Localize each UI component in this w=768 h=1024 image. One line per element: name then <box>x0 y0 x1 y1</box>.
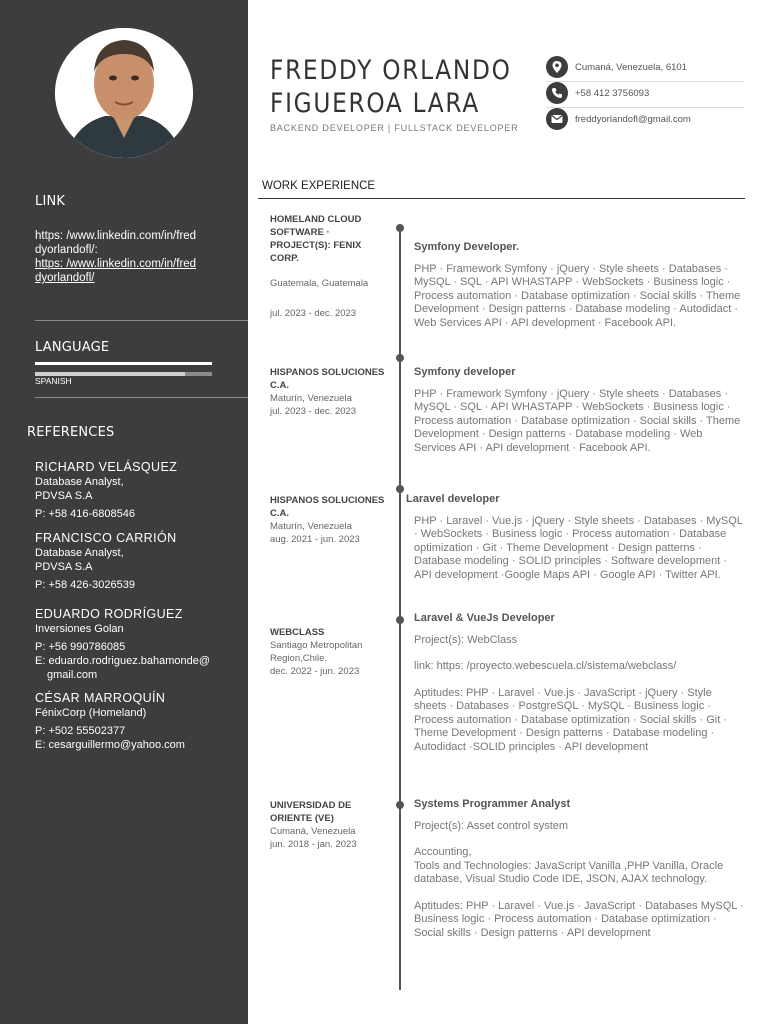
timeline-dot <box>396 616 404 624</box>
timeline-dot <box>396 485 404 493</box>
job-dates: dec. 2022 - jun. 2023 <box>270 666 360 677</box>
job-meta <box>270 213 388 320</box>
job-role: Laravel developer <box>406 493 500 505</box>
linkedin-link[interactable]: dyorlandofl/ <box>35 272 95 284</box>
language-bar-top <box>35 362 212 365</box>
job-role: Symfony developer <box>414 366 516 378</box>
job-details <box>414 241 744 330</box>
job-dates: jun. 2018 - jan. 2023 <box>270 839 357 850</box>
company-name: HISPANOS SOLUCIONES C.A. <box>270 495 385 519</box>
job-description: PHP · Laravel · Vue.js · jQuery · Style sheets · Databases · MySQL · WebSockets · Business logic · Process automation · Database optimization · Git · Theme Development · Design patterns · Database modeling · SOLID principles · Software development · API development ·Google Maps API · Google API · Twitter API. <box>414 514 743 581</box>
name-line: FREDDY ORLANDO <box>270 55 512 86</box>
reference-line: Database Analyst, <box>35 476 124 488</box>
reference-item <box>35 531 240 592</box>
job-link[interactable]: link: https: /proyecto.webescuela.cl/sistema/webclass/ <box>414 660 677 672</box>
job-meta <box>270 494 388 546</box>
job-location: Santiago Metropolitan Region,Chile. <box>270 640 363 664</box>
heading-rule <box>258 198 745 199</box>
reference-item <box>35 460 240 521</box>
company-name: HOMELAND CLOUD SOFTWARE · PROJECT(S): FENIX CORP. <box>270 214 362 264</box>
job-description: Aptitudes: PHP · Laravel · Vue.js · JavaScript · jQuery · Style sheets · Databases · PostgreSQL · MySQL · Business logic · Process automation · Database optimization · Social skills · Git · Theme Development · Design patterns · Database modeling · Autodidact ·SOLID principles · API development <box>414 686 728 753</box>
sidebar <box>0 0 248 1024</box>
job-description: PHP · Framework Symfony · jQuery · Style sheets · Databases · MySQL · SQL · API WHASTAPP · WebSockets · Business logic · Process automation · Database optimization · Social skills · Theme Development · Design patterns · Database modeling · Autodidact · Web Services API · API development · Facebook API. <box>414 262 741 329</box>
job-project: Project(s): WebClass <box>414 633 518 646</box>
company-name: UNIVERSIDAD DE ORIENTE (VE) <box>270 800 352 824</box>
divider <box>35 320 248 321</box>
link-text-line: dyorlandofl/: <box>35 244 98 256</box>
reference-line: Inversiones Golan <box>35 623 124 635</box>
job-location: Maturín, Venezuela <box>270 393 352 404</box>
reference-email-cont: gmail.com <box>47 669 98 681</box>
job-meta <box>270 626 388 678</box>
references-heading: REFERENCES <box>27 425 115 440</box>
job-meta <box>270 799 388 851</box>
location-icon <box>546 56 568 78</box>
reference-name: EDUARDO RODRÍGUEZ <box>35 607 183 621</box>
job-details <box>414 798 744 940</box>
linkedin-link[interactable]: https: /www.linkedin.com/in/fred <box>35 258 197 270</box>
phone-icon <box>546 82 568 104</box>
job-details <box>406 493 744 582</box>
job-project: Project(s): Asset control system <box>414 819 569 832</box>
reference-item <box>35 607 240 682</box>
job-meta <box>270 366 388 418</box>
company-name: HISPANOS SOLUCIONES C.A. <box>270 367 385 391</box>
reference-email: E: cesarguillermo@yahoo.com <box>35 739 185 751</box>
job-details <box>414 366 744 455</box>
job-location: Guatemala, Guatemala <box>270 278 369 289</box>
job-tools: Tools and Technologies: JavaScript Vanilla ,PHP Vanilla, Oracle database, Visual Studio Code IDE, JSON, AJAX technology. <box>414 859 724 885</box>
full-name <box>270 54 512 120</box>
reference-line: FénixCorp (Homeland) <box>35 707 147 719</box>
timeline-dot <box>396 354 404 362</box>
reference-name: CÉSAR MARROQUÍN <box>35 691 166 705</box>
reference-phone: P: +58 416-6808546 <box>35 508 136 520</box>
reference-name: RICHARD VELÁSQUEZ <box>35 460 178 474</box>
job-role: Systems Programmer Analyst <box>414 798 571 810</box>
profile-photo <box>55 28 193 158</box>
timeline-dot <box>396 801 404 809</box>
reference-line: Database Analyst, <box>35 547 124 559</box>
timeline-line <box>399 228 401 990</box>
job-description: PHP · Framework Symfony · jQuery · Style sheets · Databases · MySQL · SQL · API WHASTAPP · WebSockets · Business logic · Process automation · Database optimization · Social skills · Theme Development · Design patterns · Database modeling · Web Services API · API development · Facebook API. <box>414 387 741 454</box>
job-role: Laravel & VueJs Developer <box>414 612 555 624</box>
link-heading: LINK <box>35 194 66 209</box>
reference-name: FRANCISCO CARRIÓN <box>35 531 177 545</box>
job-location: Maturín, Venezuela <box>270 521 352 532</box>
job-dates: jul. 2023 - dec. 2023 <box>270 308 357 319</box>
job-role: Symfony Developer. <box>414 241 520 253</box>
reference-item <box>35 691 240 752</box>
contact-location <box>546 55 744 82</box>
contact-email[interactable] <box>546 107 744 133</box>
email-icon <box>546 108 568 130</box>
contact-text: +58 412 3756093 <box>575 88 650 99</box>
work-experience-heading: WORK EXPERIENCE <box>262 180 376 192</box>
language-name: SPANISH <box>35 376 72 386</box>
reference-phone: P: +502 55502377 <box>35 725 126 737</box>
contact-text: Cumaná, Venezuela, 6101 <box>575 62 687 73</box>
job-description: Aptitudes: PHP · Laravel · Vue.js · JavaScript · Databases MySQL · Business logic · Process automation · Database optimization · Social skills · Design patterns · API development <box>414 899 744 939</box>
reference-phone: P: +56 990786085 <box>35 641 126 653</box>
job-subtitle: BACKEND DEVELOPER | FULLSTACK DEVELOPER <box>270 123 519 133</box>
timeline-dot <box>396 224 404 232</box>
name-line: FIGUEROA LARA <box>270 88 480 119</box>
contact-text: freddyorlandofl@gmail.com <box>575 114 691 125</box>
link-text-line: https: /www.linkedin.com/in/fred <box>35 230 197 242</box>
contact-phone <box>546 81 744 108</box>
language-heading: LANGUAGE <box>35 340 110 355</box>
divider <box>35 397 248 398</box>
job-dates: aug. 2021 - jun. 2023 <box>270 534 360 545</box>
link-text <box>35 229 225 285</box>
job-location: Cumaná, Venezuela <box>270 826 356 837</box>
company-name: WEBCLASS <box>270 627 325 638</box>
reference-email: E: eduardo.rodriguez.bahamonde@ <box>35 655 211 667</box>
reference-line: PDVSA S.A <box>35 490 93 502</box>
job-extra: Accounting, <box>414 846 472 858</box>
reference-phone: P: +58 426-3026539 <box>35 579 136 591</box>
job-details <box>414 612 744 754</box>
reference-line: PDVSA S.A <box>35 561 93 573</box>
job-dates: jul. 2023 - dec. 2023 <box>270 406 357 417</box>
